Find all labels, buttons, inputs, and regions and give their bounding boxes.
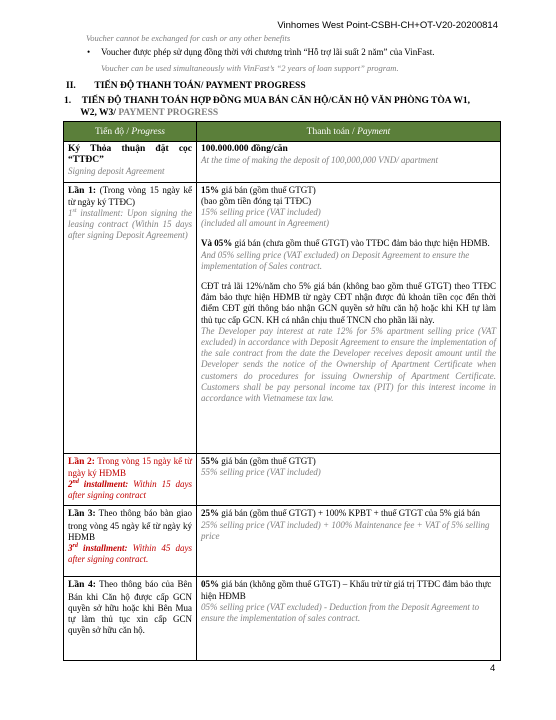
subsection-number: 1. [64,96,72,106]
page-number: 4 [490,663,496,674]
payment-en: 55% selling price (VAT included) [201,466,321,477]
deposit-guarantee-vi: Và 05% giá bán (chưa gồm thuế GTGT) vào TTĐC đảm bảo thực hiện HĐMB. [201,238,490,249]
interest-terms-en: The Developer pay interest at rate 12% for 5% apartment selling price (VAT excluded) in accordance with Deposit Agreement to ensure the implementation of the sale contract from the date the Developer receives deposit amount until the Developer sends the notice of the Ownership of Apartment Certificate when customers do procedures for issuing Ownership of Apartment Certificate. Customers shall be pay personal income tax (PIT) for this interest income in accordance with Vietnamese tax law. [201,325,496,404]
progress-vi: Lần 2: Trong vòng 15 ngày kể từ ngày ký HĐMB [68,455,192,478]
column-header-payment: Thanh toán / Payment [197,122,501,142]
payment-amount: 100.000.000 đồng/căn [201,144,288,154]
table-row [64,182,501,453]
payment-en: At the time of making the deposit of 100,000,000 VND/ apartment [201,155,438,166]
table-row [64,453,501,506]
payment-en: 05% selling price (VAT excluded) - Deduction from the Deposit Agreement to ensure the implementation of sales contract. [201,601,480,624]
voucher-cash-note: Voucher cannot be exchanged for cash or any other benefits [86,33,291,43]
section-title-en: PAYMENT PROGRESS [203,81,306,91]
progress-vi: Lần 4: Theo thông báo của Bên Bán khi Căn hộ được cấp GCN quyền sở hữu hoặc khi Bên Mua tự làm thủ tục xin cấp GCN quyền sở hữu căn hộ. [68,579,192,636]
voucher-simul-vi: Voucher được phép sử dụng đồng thời với chương trình “Hỗ trợ lãi suất 2 năm” của VinFast. [101,47,435,57]
progress-cell [64,453,197,506]
progress-en: 1st installment: Upon signing the leasing contract (Within 15 days after signing Deposit Agreement) [68,208,192,241]
progress-en: 3rd installment: Within 45 days after signing contract. [68,543,192,565]
payment-en: 15% selling price (VAT included) [201,207,321,218]
subsection-heading [64,95,470,119]
payment-vi: 55% giá bán (gồm thuế GTGT) [201,455,316,466]
progress-cell [64,577,197,661]
payment-cell [197,142,501,183]
voucher-bullet [87,47,435,57]
payment-progress-table [63,121,501,661]
payment-en: 25% selling price (VAT included) + 100% Maintenance fee + VAT of 5% selling price [201,519,490,541]
progress-vi: Lần 1: (Trong vòng 15 ngày kể từ ngày ký TTĐC) [68,184,192,207]
progress-en: 2nd installment: Within 15 days after signing contract [68,479,192,501]
bullet-icon: • [87,47,91,57]
table-row [64,506,501,577]
table-row [64,577,501,661]
payment-vi: 15% giá bán (gồm thuế GTGT) [201,184,316,195]
payment-vi: 05% giá bán (không gồm thuế GTGT) – Khấu trừ từ giá trị TTĐC đảm bảo thực hiện HĐMB [201,579,492,601]
subsection-title-vi-1: TIẾN ĐỘ THANH TOÁN HỢP ĐỒNG MUA BÁN CĂN HỘ/CĂN HỘ VĂN PHÒNG TÒA W1, [81,96,470,106]
payment-vi: 25% giá bán (gồm thuế GTGT) + 100% KPBT + thuế GTGT của 5% giá bán [201,508,481,519]
payment-cell [197,577,501,661]
table-row [64,142,501,183]
progress-cell [64,142,197,183]
voucher-simul-note: Voucher can be used simultaneously with VinFast’s “2 years of loan support” program. [101,63,399,73]
payment-en-note: (included all amount in Agreement) [201,218,329,229]
progress-en: Signing deposit Agreement [68,166,165,177]
deposit-guarantee-en: And 05% selling price (VAT excluded) on Deposit Agreement to ensure the implementation of Sales contract. [201,249,470,271]
payment-cell [197,453,501,506]
subsection-title-vi-2: W2, W3/ [80,108,116,118]
progress-cell [64,182,197,453]
section-title-vi: TIẾN ĐỘ THANH TOÁN/ [94,81,204,91]
table-header-row [64,122,501,142]
payment-cell [197,182,501,453]
progress-vi: Lần 3: Theo thông báo bàn giao trong vòng 45 ngày kể từ ngày ký HĐMB [68,508,192,542]
subsection-title-en: PAYMENT PROGRESS [115,108,219,118]
payment-cell [197,506,501,577]
progress-vi: Ký Thỏa thuận đặt cọc “TTĐC” [68,144,192,166]
section-number: II. [66,81,76,91]
column-header-progress: Tiến độ / Progress [64,122,197,142]
section-heading [66,81,306,91]
document-code: Vinhomes West Point-CSBH-CH+OT-V20-20200814 [277,20,498,31]
interest-terms-vi: CĐT trả lãi 12%/năm cho 5% giá bán (không bao gồm thuế GTGT) theo TTĐC đảm bảo thực hiện HĐMB từ ngày CĐT nhận được đủ khoản tiền cọc đến thời điểm CĐT gửi thông báo nhận GCN quyền sở hữu căn hộ hoặc khi KH tự làm thủ tục cấp GCN. KH cá nhân chịu thuế TNCN cho phần lãi này. [201,281,496,325]
progress-cell [64,506,197,577]
payment-vi-note: (bao gồm tiền đóng tại TTĐC) [201,195,312,206]
